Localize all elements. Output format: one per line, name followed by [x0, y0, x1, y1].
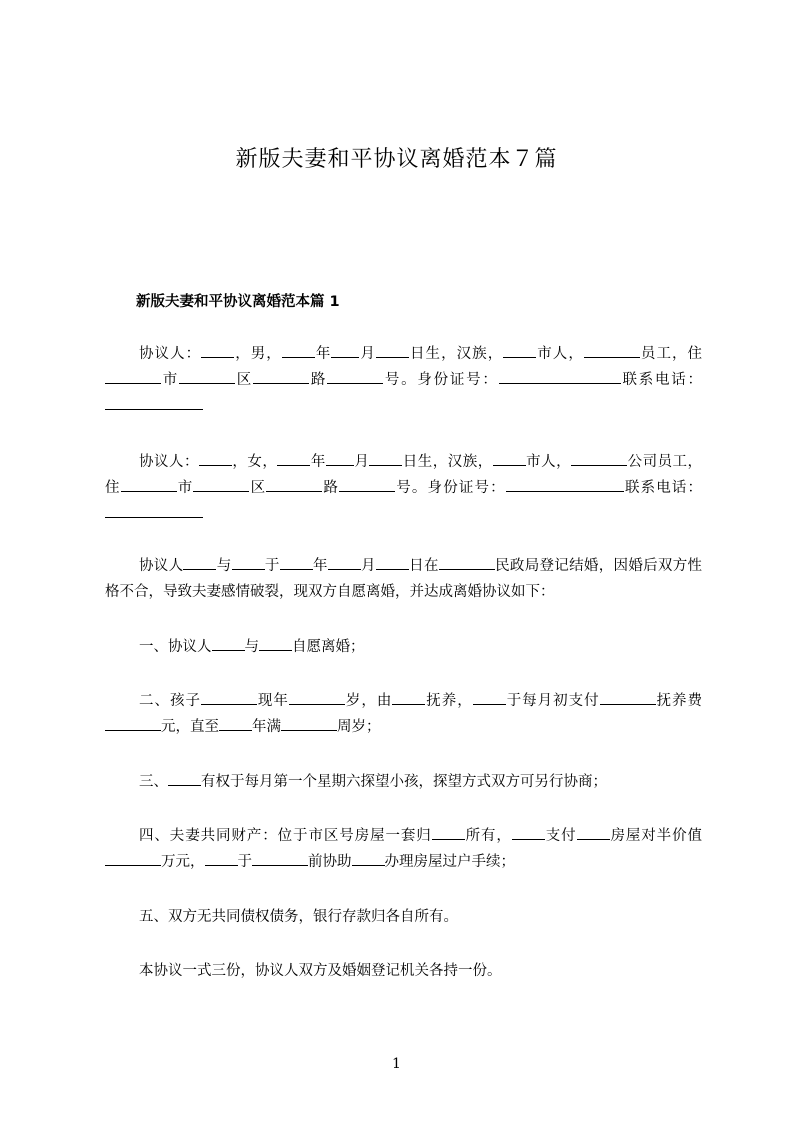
- blank-line: [201, 690, 257, 705]
- text: 年: [312, 558, 328, 574]
- blank-line: [259, 636, 292, 651]
- blank-line: [266, 477, 322, 492]
- blank-line: [212, 636, 245, 651]
- blank-line: [105, 395, 203, 410]
- text: 与: [244, 639, 259, 655]
- clause-3: [105, 769, 702, 795]
- text: 区: [249, 480, 267, 496]
- text: 现年: [256, 693, 289, 709]
- document-title: 新版夫妻和平协议离婚范本７篇: [235, 147, 558, 172]
- paragraph-party-1: [105, 341, 702, 419]
- blank-line: [281, 716, 337, 731]
- text: 周岁；: [337, 719, 381, 735]
- text: 路: [322, 480, 340, 496]
- text: 号。身份证号：: [383, 372, 499, 388]
- blank-line: [392, 690, 425, 705]
- blank-line: [352, 851, 385, 866]
- text: 员工，住: [639, 346, 703, 362]
- text: 协议人：: [139, 454, 199, 470]
- text: 有权于每月第一个星期六探望小孩，探望方式双方可另行协商；: [201, 774, 607, 790]
- blank-line: [339, 477, 395, 492]
- text: 二、孩子: [139, 693, 201, 709]
- text: 与: [216, 558, 232, 574]
- blank-line: [571, 451, 627, 466]
- text: 所有，: [464, 828, 512, 844]
- blank-line: [327, 369, 383, 384]
- blank-line: [179, 369, 235, 384]
- text: 月: [359, 346, 376, 362]
- clause-5: 五、双方无共同债权债务，银行存款归各自所有。: [139, 909, 458, 925]
- blank-line: [326, 451, 354, 466]
- blank-line: [201, 343, 234, 358]
- paragraph-marriage: [105, 553, 702, 605]
- text: 市人，: [525, 454, 572, 470]
- text: 联系电话：: [623, 480, 703, 496]
- blank-line: [199, 451, 232, 466]
- blank-line: [253, 369, 309, 384]
- text: 房屋对半价值: [609, 828, 702, 844]
- blank-line: [331, 343, 359, 358]
- text: ，女，: [231, 454, 278, 470]
- clause-2: [105, 688, 702, 740]
- text: 联系电话：: [620, 372, 703, 388]
- blank-line: [473, 690, 506, 705]
- blank-line: [219, 716, 252, 731]
- text: 万元，: [161, 854, 205, 870]
- blank-line: [282, 343, 315, 358]
- blank-line: [280, 555, 313, 570]
- text: 于: [264, 558, 280, 574]
- text: 办理房屋过户手续；: [384, 854, 515, 870]
- blank-line: [512, 825, 545, 840]
- blank-line: [105, 716, 161, 731]
- blank-line: [252, 851, 308, 866]
- text: 市人，: [536, 346, 584, 362]
- text: 年满: [252, 719, 281, 735]
- text: 年: [310, 454, 326, 470]
- blank-line: [584, 343, 640, 358]
- text: 于: [237, 854, 252, 870]
- blank-line: [506, 477, 624, 492]
- blank-line: [432, 825, 465, 840]
- blank-line: [376, 343, 409, 358]
- closing-paragraph: 本协议一式三份，协议人双方及婚姻登记机关各持一份。: [139, 963, 502, 979]
- blank-line: [369, 451, 402, 466]
- text: 抚养，: [425, 693, 473, 709]
- text: 日生，汉族，: [402, 454, 493, 470]
- blank-line: [600, 690, 656, 705]
- text: 四、夫妻共同财产：位于市区号房屋一套归: [139, 828, 432, 844]
- blank-line: [503, 343, 536, 358]
- text: 协议人: [139, 558, 184, 574]
- section-heading: 新版夫妻和平协议离婚范本篇 1: [136, 294, 340, 310]
- text: 月: [353, 454, 370, 470]
- blank-line: [105, 851, 161, 866]
- blank-line: [183, 555, 216, 570]
- blank-line: [105, 503, 203, 518]
- text: ，男，: [234, 346, 282, 362]
- text: 于每月初支付: [505, 693, 600, 709]
- text: 市: [161, 372, 180, 388]
- text: 协议人：: [139, 346, 202, 362]
- text: 日在: [408, 558, 439, 574]
- text: 一、协议人: [139, 639, 212, 655]
- text: 年: [314, 346, 332, 362]
- blank-line: [205, 851, 238, 866]
- text: 岁，由: [344, 693, 393, 709]
- text: 前协助: [308, 854, 352, 870]
- text: 抚养费: [655, 693, 703, 709]
- text: 支付: [544, 828, 577, 844]
- blank-line: [289, 690, 345, 705]
- text: 民政局登记结婚，因婚后双方性格不合，导致夫妻感情破裂，现双方自愿离婚，并达成离婚协议如下：: [105, 558, 703, 600]
- text: 三、: [139, 774, 168, 790]
- text: 市: [176, 480, 194, 496]
- blank-line: [493, 451, 526, 466]
- paragraph-party-2: [105, 449, 702, 527]
- text: 路: [309, 372, 328, 388]
- blank-line: [277, 451, 310, 466]
- blank-line: [193, 477, 249, 492]
- clause-4: [105, 823, 702, 875]
- page-number: 1: [392, 1056, 401, 1072]
- text: 日生，汉族，: [408, 346, 504, 362]
- blank-line: [328, 555, 361, 570]
- blank-line: [577, 825, 610, 840]
- blank-line: [121, 477, 177, 492]
- blank-line: [168, 771, 201, 786]
- blank-line: [105, 369, 161, 384]
- blank-line: [499, 369, 621, 384]
- text: 公司员工，住: [105, 454, 703, 496]
- blank-line: [232, 555, 265, 570]
- clause-1: [105, 634, 702, 660]
- text: 区: [235, 372, 254, 388]
- text: 元，直至: [161, 719, 219, 735]
- blank-line: [376, 555, 409, 570]
- blank-line: [439, 555, 495, 570]
- text: 自愿离婚；: [292, 639, 365, 655]
- text: 月: [360, 558, 376, 574]
- text: 号。身份证号：: [395, 480, 506, 496]
